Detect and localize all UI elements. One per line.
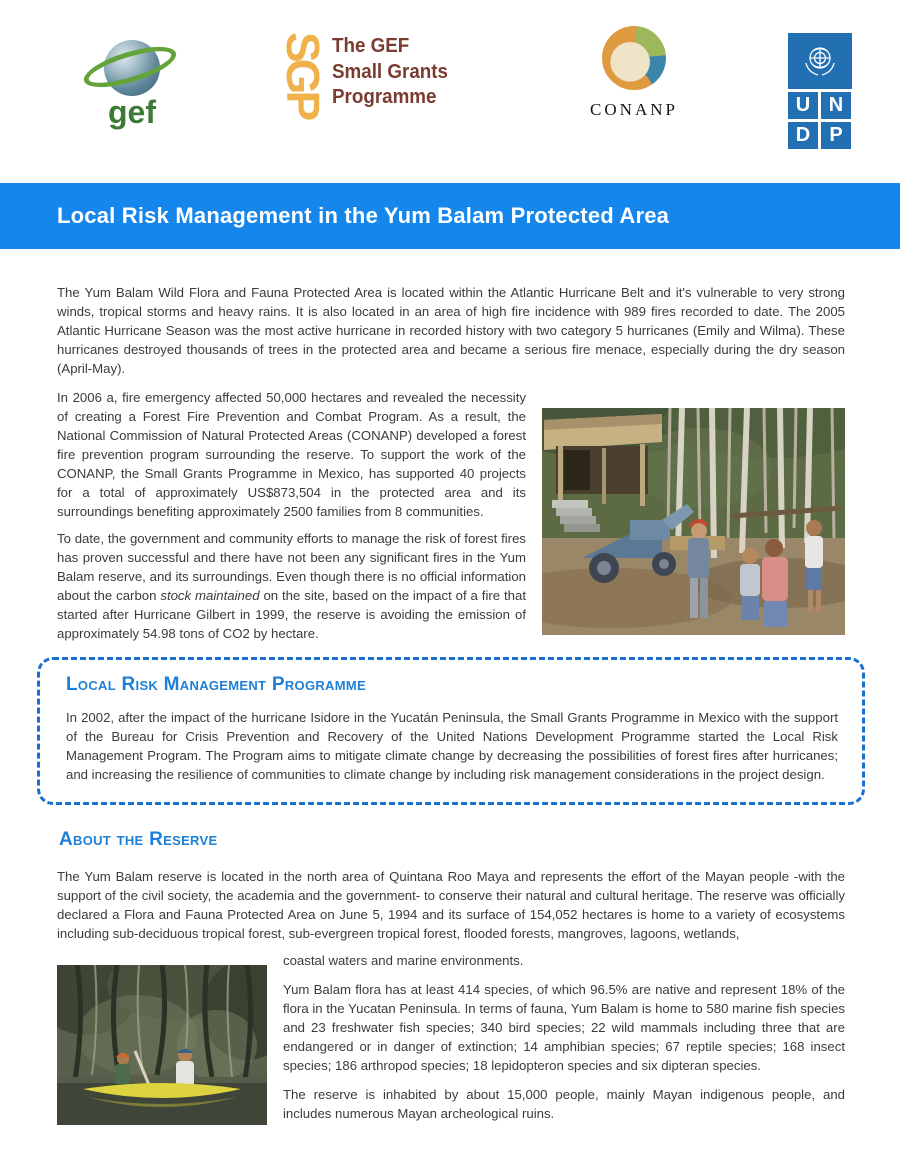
about-with-photo bbox=[57, 951, 845, 1123]
fieldwork-photo bbox=[542, 408, 845, 635]
conanp-swirl-icon bbox=[602, 26, 666, 90]
gef-wordmark: gef bbox=[108, 94, 156, 130]
logo-band bbox=[0, 0, 900, 183]
undp-letter-p: P bbox=[821, 122, 851, 149]
document-body bbox=[0, 249, 900, 1123]
conanp-logo bbox=[574, 26, 694, 120]
sgp-line-1: The GEF bbox=[332, 35, 410, 57]
about-paragraph-1: The Yum Balam reserve is located in the north area of Quintana Roo Maya and represents the effort of the Mayan people -with the support of the civil society, the academia and the government- to conserve their natural and cultural heritage. The reserve was officially declared a Flora and Fauna Protected Area on June 5, 1994 and its surface of 154,052 hectares is home to a variety of ecosystems including sub-deciduous tropical forest, sub-evergreen tropical forest, flooded forests, mangroves, lagoons, wetlands, bbox=[57, 869, 845, 941]
intro-paragraph-3-italic: stock maintained bbox=[160, 588, 260, 603]
undp-letter-u: U bbox=[788, 92, 818, 119]
sgp-line-3: Programme bbox=[332, 86, 437, 109]
intro-paragraph-3-start: To date, the government and community efforts to manage the risk of forest fires has proven successful and there have not been any significant fires in the Yum Balam reserve, and its surroundings. Even though there is no official information about the carbon bbox=[57, 531, 526, 603]
page-title: Local Risk Management in the Yum Balam Protected Area bbox=[57, 203, 670, 228]
sgp-wordmark bbox=[332, 34, 455, 111]
risk-box-paragraph: In 2002, after the impact of the hurricane Isidore in the Yucatán Peninsula, the Small Grants Programme in Mexico with the support of the Bureau for Crisis Prevention and Recovery of the United Nations Development Programme started the Local Risk Management Program. The Program aims to mitigate climate change by decreasing the possibilities of forest fires after hurricanes; and increasing the resilience of communities to climate change by including risk management considerations in the project design. bbox=[66, 710, 838, 782]
conanp-wordmark: CONANP bbox=[590, 100, 678, 119]
about-paragraph-3: The reserve is inhabited by about 15,000 people, mainly Mayan indigenous people, and includes numerous Mayan archeological ruins. bbox=[283, 1087, 845, 1121]
about-paragraph-1-continued: coastal waters and marine environments. bbox=[283, 953, 524, 968]
undp-logo bbox=[788, 33, 854, 149]
about-paragraph-2: Yum Balam flora has at least 414 species, of which 96.5% are native and represent 18% of the flora in the Yucatan Peninsula. In terms of fauna, Yum Balam is home to 580 marine fish species and 23 freshwater fish species; 340 bird species; 22 wild mammals including three that are endangered or in danger of extinction; 14 amphibian species; 67 reptile species; 168 insect species; 186 arthropod species; 18 lepidopteron species and six dipteran species. bbox=[283, 982, 845, 1073]
sgp-line-2: Small Grants bbox=[332, 60, 449, 83]
title-banner bbox=[0, 183, 900, 249]
sgp-logo bbox=[277, 32, 455, 136]
intro-paragraph-2: In 2006 a, fire emergency affected 50,000 hectares and revealed the necessity of creating a Forest Fire Prevention and Combat Program. As a result, the National Commission of Natural Protected Areas (CONANP) developed a forest fire prevention program surrounding the reserve. To support the work of the CONANP, the Small Grants Programme in Mexico, has supported 40 projects for a total of approximately US$873,504 in the protected area and its surroundings benefiting approximately 2500 families from 8 communities. bbox=[57, 390, 526, 519]
intro-paragraph-1: The Yum Balam Wild Flora and Fauna Protected Area is located within the Atlantic Hurricane Belt and it's vulnerable to very strong winds, tropical storms and heavy rains. It is also located in an area of high fire incidence with 989 fires recorded to date. The 2005 Atlantic Hurricane Season was the most active hurricane in recorded history with two category 5 hurricanes (Emily and Wilma). These hurricanes destroyed thousands of trees in the protected area and became a serious fire menace, especially during the dry season (April-May). bbox=[57, 285, 845, 376]
about-reserve-heading: About the Reserve bbox=[59, 829, 218, 850]
undp-letter-grid bbox=[788, 92, 854, 149]
sgp-acronym: SGP bbox=[277, 32, 330, 118]
risk-box-heading: Local Risk Management Programme bbox=[66, 674, 366, 695]
kayak-photo bbox=[57, 965, 267, 1125]
un-emblem-icon bbox=[788, 33, 852, 89]
intro-with-photo bbox=[57, 388, 845, 643]
gef-logo bbox=[92, 36, 182, 140]
intro-paragraph-3-end: on the site, based on the impact of a fire that started after Hurricane Gilbert in 1999, the reserve is avoiding the emission of approximately 54.98 tons of CO2 by hectare. bbox=[57, 588, 526, 641]
undp-letter-n: N bbox=[821, 92, 851, 119]
undp-letter-d: D bbox=[788, 122, 818, 149]
local-risk-management-box bbox=[37, 657, 865, 805]
